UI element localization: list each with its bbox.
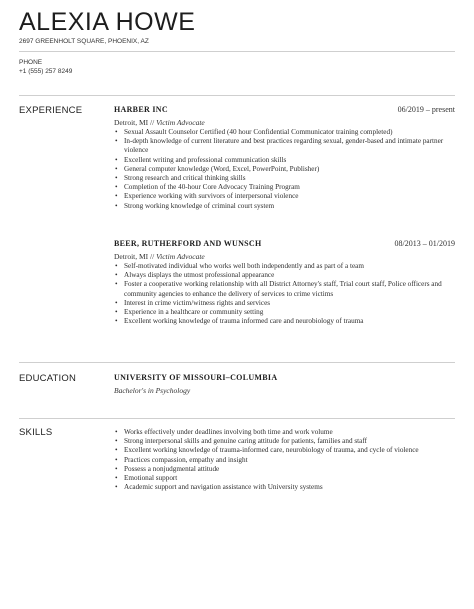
job-bullets	[114, 262, 455, 326]
education-entry	[114, 373, 455, 396]
list-item: • General computer knowledge (Word, Excel, PowerPoint, Publisher)	[114, 165, 455, 174]
list-item: • Academic support and navigation assistance with University systems	[114, 483, 455, 492]
list-item: • Strong working knowledge of criminal court system	[114, 202, 455, 211]
school-name: UNIVERSITY OF MISSOURI–COLUMBIA	[114, 373, 278, 382]
job-bullets	[114, 128, 455, 211]
resume-name: ALEXIA HOWE	[19, 8, 196, 36]
address: 2697 GREENHOLT SQUARE, PHOENIX, AZ	[19, 38, 149, 45]
job-location: Detroit, MI	[114, 118, 149, 127]
phone-label: PHONE	[19, 59, 43, 66]
list-item: • Excellent writing and professional communication skills	[114, 156, 455, 165]
degree: Bachelor's in Psychology	[114, 386, 191, 395]
phone-number: +1 (555) 257 8249	[19, 68, 73, 75]
meta-separator: //	[148, 252, 157, 261]
job-organization: HARBER INC	[114, 105, 168, 114]
job-role: Victim Advocate	[156, 252, 205, 261]
list-item: • Foster a cooperative working relationship with all District Attorney's staff, Trial court staff, Police officers and community agencies to enhance the delivery of services to crime victims	[114, 280, 455, 298]
list-item: • Excellent working knowledge of trauma-informed care, neurobiology of trauma, and cycle of violence	[114, 446, 455, 455]
section-title-education: EDUCATION	[19, 373, 77, 384]
job-entry	[114, 239, 455, 326]
job-location: Detroit, MI	[114, 252, 149, 261]
skills-bullets	[114, 428, 455, 492]
list-item: • Possess a nonjudgmental attitude	[114, 465, 455, 474]
section-title-experience: EXPERIENCE	[19, 105, 83, 116]
list-item: • Excellent working knowledge of trauma informed care and neurobiology of trauma	[114, 317, 455, 326]
skills-entry	[114, 428, 455, 492]
list-item: • Experience working with survivors of interpersonal violence	[114, 192, 455, 201]
list-item: • Strong research and critical thinking skills	[114, 174, 455, 183]
section-divider-skills	[19, 418, 455, 419]
list-item: • Emotional support	[114, 474, 455, 483]
list-item: • In-depth knowledge of current literature and best practices regarding sexual, gender-based and intimate partner violence	[114, 137, 455, 155]
list-item: • Completion of the 40-hour Core Advocacy Training Program	[114, 183, 455, 192]
list-item: • Practices compassion, empathy and insight	[114, 456, 455, 465]
job-organization: BEER, RUTHERFORD AND WUNSCH	[114, 239, 262, 248]
job-entry	[114, 105, 455, 211]
list-item: • Strong interpersonal skills and genuine caring attitude for patients, families and staff	[114, 437, 455, 446]
section-divider-experience	[19, 95, 455, 96]
job-dates: 08/2013 – 01/2019	[394, 239, 455, 248]
list-item: • Always displays the utmost professional appearance	[114, 271, 455, 280]
job-dates: 06/2019 – present	[397, 105, 455, 114]
header-divider	[19, 51, 455, 52]
list-item: • Experience in a healthcare or community setting	[114, 308, 455, 317]
section-divider-education	[19, 362, 455, 363]
section-title-skills: SKILLS	[19, 427, 53, 438]
job-role: Victim Advocate	[156, 118, 205, 127]
job-meta	[114, 251, 455, 262]
meta-separator: //	[148, 118, 157, 127]
list-item: • Sexual Assault Counselor Certified (40 hour Confidential Communicator training completed)	[114, 128, 455, 137]
list-item: • Works effectively under deadlines involving both time and work volume	[114, 428, 455, 437]
list-item: • Self-motivated individual who works well both independently and as part of a team	[114, 262, 455, 271]
list-item: • Interest in crime victim/witness rights and services	[114, 299, 455, 308]
job-meta	[114, 117, 455, 128]
